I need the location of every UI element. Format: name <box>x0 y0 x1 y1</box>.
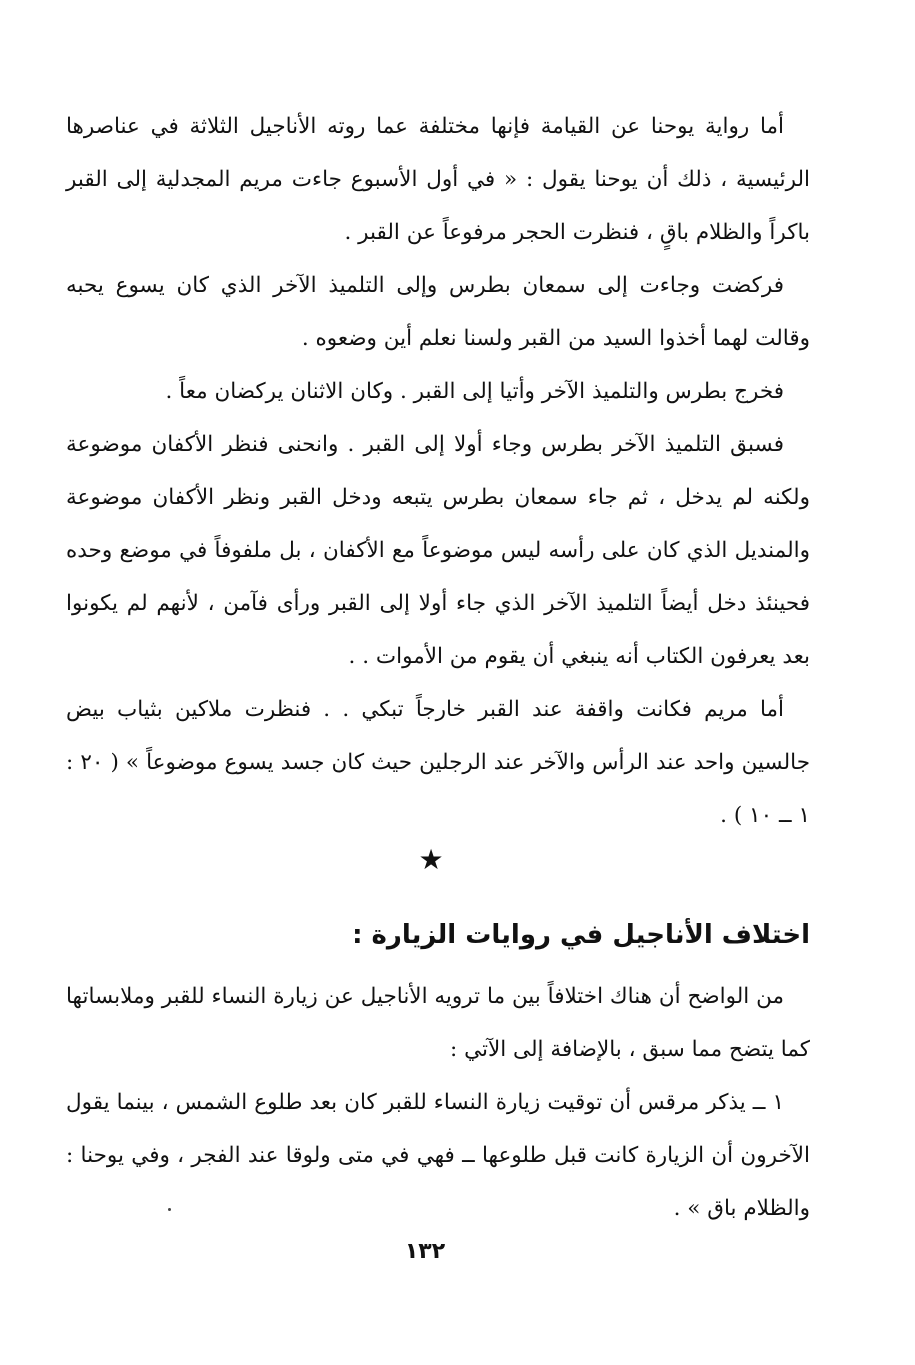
paragraph-mary-weeping: أما مريم فكانت واقفة عند القبر خارجاً تبكي . . فنظرت ملاكين بثياب بيض جالسين واحد عند الرأس والآخر عند الرجلين حيث كان جسد يسوع موضوعاً » ( ٢٠ : ١ ــ ١٠ ) . <box>66 697 811 828</box>
paragraph-peter-went: فخرج بطرس والتلميذ الآخر وأتيا إلى القبر . وكان الاثنان يركضان معاً . <box>165 379 784 404</box>
paragraph-john-account: أما رواية يوحنا عن القيامة فإنها مختلفة عما روته الأناجيل الثلاثة في عناصرها الرئيسية ، ذلك أن يوحنا يقول : « في أول الأسبوع جاءت مريم المجدلية إلى القبر باكراً والظلام باقٍ ، فنظرت الحجر مرفوعاً عن القبر . <box>66 114 810 245</box>
section-heading: اختلاف الأناجيل في روايات الزيارة : <box>352 920 810 950</box>
paragraph-differences-intro: من الواضح أن هناك اختلافاً بين ما ترويه الأناجيل عن زيارة النساء للقبر وملابساتها كما يتضح مما سبق ، بالإضافة إلى الآتي : <box>66 984 810 1062</box>
paragraph-mary-ran: فركضت وجاءت إلى سمعان بطرس وإلى التلميذ الآخر الذي كان يسوع يحبه وقالت لهما أخذوا السيد من القبر ولسنا نعلم أين وضعوه . <box>66 273 810 351</box>
body-text <box>66 100 810 842</box>
page-number: ١٣٢ <box>404 1239 446 1264</box>
section-separator-star: ★ <box>418 843 444 876</box>
paragraph-disciple-outran: فسبق التلميذ الآخر بطرس وجاء أولا إلى القبر . وانحنى فنظر الأكفان موضوعة ولكنه لم يدخل ، ثم جاء سمعان بطرس يتبعه ودخل القبر ونظر الأكفان موضوعة والمنديل الذي كان على رأسه ليس موضوعاً مع الأكفان ، بل ملفوفاً في موضع وحده فحينئذ دخل أيضاً التلميذ الآخر الذي جاء أولا إلى القبر ورأى فآمن ، لأنهم لم يكونوا بعد يعرفون الكتاب أنه ينبغي أن يقوم من الأموات . . <box>66 432 810 669</box>
paragraph-point-one: ١ ــ يذكر مرقس أن توقيت زيارة النساء للقبر كان بعد طلوع الشمس ، بينما يقول الآخرون أن الزيارة كانت قبل طلوعها ــ فهي في متى ولوقا عند الفجر ، وفي يوحنا : والظلام باق » . <box>66 1090 810 1221</box>
section-body-text <box>66 970 810 1235</box>
paper-speck <box>168 1208 171 1211</box>
